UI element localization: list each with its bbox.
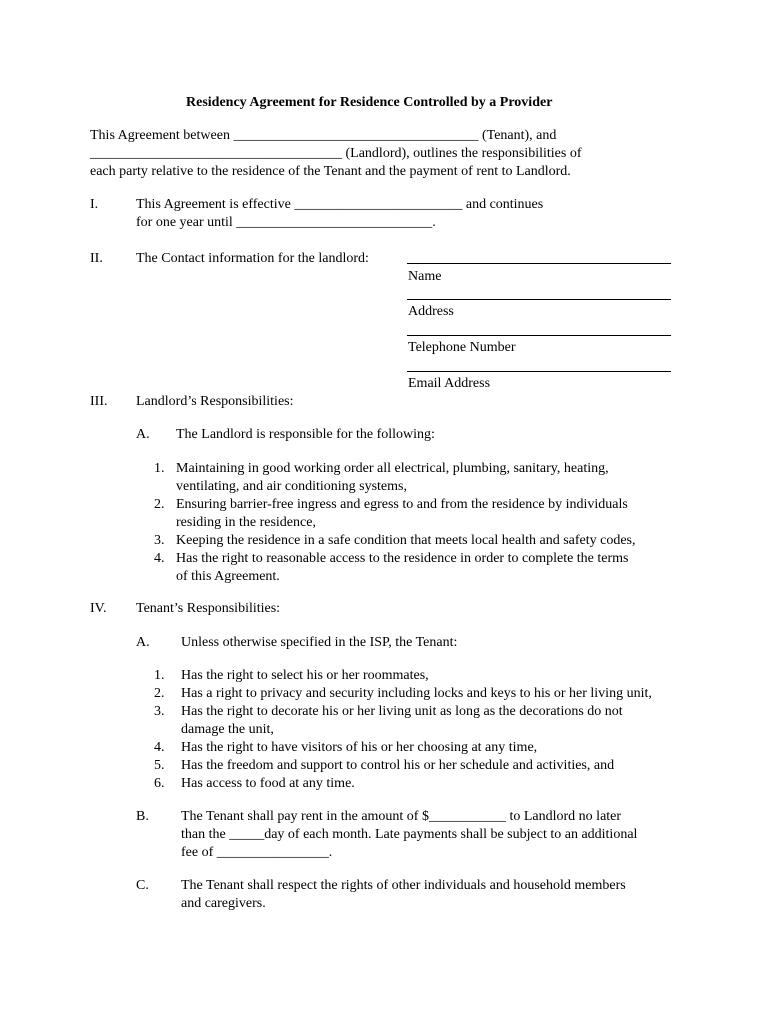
section-3-label: Landlord’s Responsibilities: (136, 394, 294, 409)
intro-line-3: each party relative to the residence of the Tenant and the payment of rent to Landlord. (90, 164, 571, 179)
section-4-c-letter: C. (136, 878, 149, 893)
document-title: Residency Agreement for Residence Controlled by a Provider (186, 95, 553, 110)
rent-line-2: than the _____day of each month. Late payments shall be subject to an additional (181, 827, 638, 842)
tenant-item-2-num: 2. (154, 686, 165, 701)
section-3-numeral: III. (90, 394, 108, 409)
section-3-a-text: The Landlord is responsible for the following: (176, 427, 435, 442)
tenant-item-6-line-1: Has access to food at any time. (181, 776, 355, 791)
landlord-item-3-line-1: Keeping the residence in a safe condition that meets local health and safety codes, (176, 533, 636, 548)
intro-line-2: ____________________________________ (Landlord), outlines the responsibilities of (90, 146, 582, 161)
tenant-item-3-line-2: damage the unit, (181, 722, 274, 737)
respect-line-2: and caregivers. (181, 896, 266, 911)
tenant-item-3-num: 3. (154, 704, 165, 719)
landlord-address-line (407, 299, 671, 300)
section-1-line-2: for one year until ____________________________. (136, 215, 436, 230)
tenant-item-1-line-1: Has the right to select his or her roommates, (181, 668, 429, 683)
landlord-address-label: Address (408, 304, 454, 319)
section-4-a-text: Unless otherwise specified in the ISP, the Tenant: (181, 635, 458, 650)
landlord-item-1-line-2: ventilating, and air conditioning systems, (176, 479, 407, 494)
rent-line-1: The Tenant shall pay rent in the amount of $___________ to Landlord no later (181, 809, 622, 824)
landlord-name-label: Name (408, 269, 442, 284)
tenant-item-4-num: 4. (154, 740, 165, 755)
tenant-item-2-line-1: Has a right to privacy and security including locks and keys to his or her living unit, (181, 686, 652, 701)
respect-line-1: The Tenant shall respect the rights of other individuals and household members (181, 878, 626, 893)
tenant-item-1-num: 1. (154, 668, 165, 683)
landlord-item-4-line-1: Has the right to reasonable access to the residence in order to complete the terms (176, 551, 629, 566)
section-4-label: Tenant’s Responsibilities: (136, 601, 281, 616)
section-4-a-letter: A. (136, 635, 150, 650)
landlord-item-4-line-2: of this Agreement. (176, 569, 280, 584)
landlord-item-1-line-1: Maintaining in good working order all electrical, plumbing, sanitary, heating, (176, 461, 609, 476)
tenant-item-6-num: 6. (154, 776, 165, 791)
tenant-item-5-num: 5. (154, 758, 165, 773)
landlord-telephone-label: Telephone Number (408, 340, 516, 355)
rent-line-3: fee of ________________. (181, 845, 333, 860)
section-1-line-1: This Agreement is effective ________________________ and continues (136, 197, 544, 212)
tenant-item-4-line-1: Has the right to have visitors of his or her choosing at any time, (181, 740, 538, 755)
landlord-item-2-num: 2. (154, 497, 165, 512)
landlord-item-4-num: 4. (154, 551, 165, 566)
tenant-item-3-line-1: Has the right to decorate his or her living unit as long as the decorations do not (181, 704, 623, 719)
section-2-numeral: II. (90, 251, 103, 266)
landlord-item-2-line-2: residing in the residence, (176, 515, 316, 530)
landlord-email-line (407, 371, 671, 372)
section-2-label: The Contact information for the landlord: (136, 251, 369, 266)
landlord-telephone-line (407, 335, 671, 336)
landlord-item-3-num: 3. (154, 533, 165, 548)
landlord-email-label: Email Address (408, 376, 491, 391)
landlord-item-1-num: 1. (154, 461, 165, 476)
section-1-numeral: I. (90, 197, 99, 212)
section-4-b-letter: B. (136, 809, 149, 824)
tenant-item-5-line-1: Has the freedom and support to control his or her schedule and activities, and (181, 758, 615, 773)
landlord-item-2-line-1: Ensuring barrier-free ingress and egress to and from the residence by individuals (176, 497, 628, 512)
intro-line-1: This Agreement between ___________________________________ (Tenant), and (90, 128, 557, 143)
section-4-numeral: IV. (90, 601, 107, 616)
landlord-name-line (407, 263, 671, 264)
section-3-a-letter: A. (136, 427, 150, 442)
